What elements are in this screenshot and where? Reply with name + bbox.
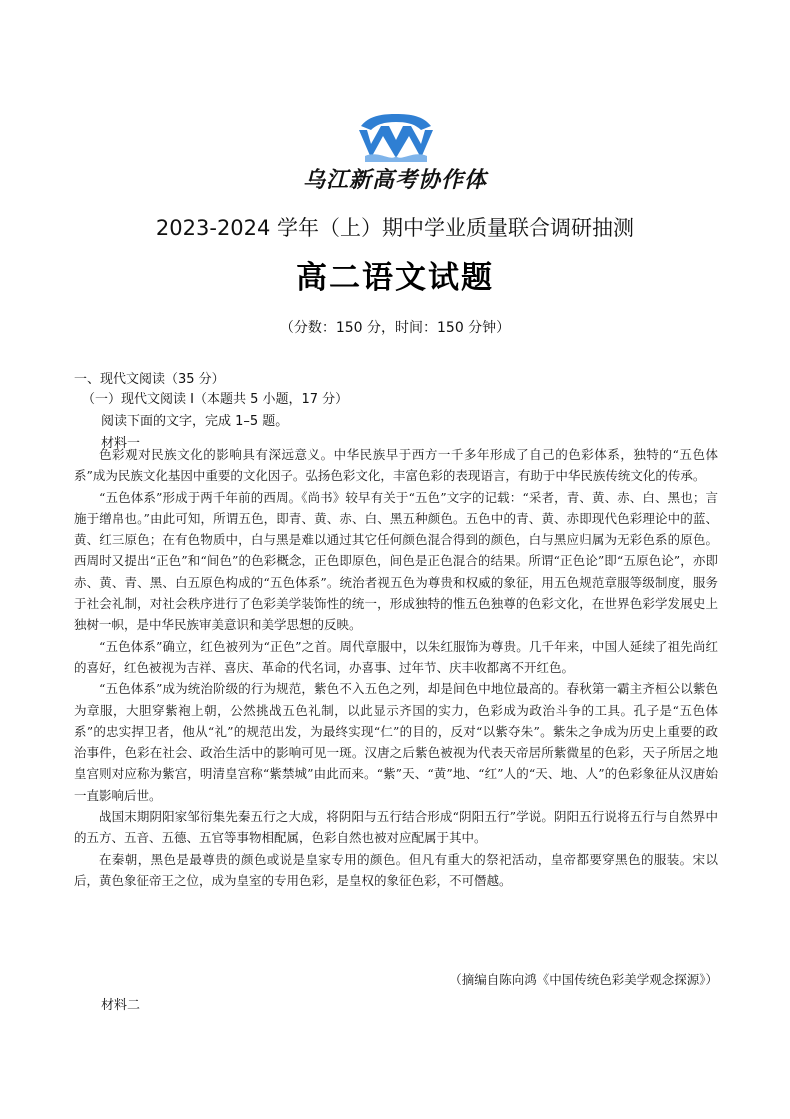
paragraph: 在秦朝，黑色是最尊贵的颜色或说是皇家专用的颜色。但凡有重大的祭祀活动，皇帝都要穿黑色的服装。宋以后，黄色象征帝王之位，成为皇室的专用色彩，是皇权的象征色彩，不可僭越。 (74, 851, 718, 888)
paragraph: “五色体系”确立，红色被列为“正色”之首。周代章服中，以朱红服饰为尊贵。几千年来，中国人延续了祖先尚红的喜好，红色被视为吉祥、喜庆、革命的代名词，办喜事、过年节、庆丰收都离不开红色。 (74, 638, 718, 675)
section-heading: 一、现代文阅读（35 分） (74, 372, 225, 387)
page-title: 高二语文试题 (296, 260, 494, 296)
exam-name: 2023-2024 学年（上）期中学业质量联合调研抽测 (155, 216, 635, 240)
paragraph: “五色体系”形成于两千年前的西周。《尚书》较早有关于“五色”文字的记载：“采者，青、黄、赤、白、黑也；言施于缯帛也。”由此可知，所谓五色，即青、黄、赤、白、黑五种颜色。五色中的青、黄、赤即现代色彩理论中的蓝、黄、红三原色；在有色物质中，白与黑是难以通过其它任何颜色混合得到的颜色，白与黑应归属为无彩色系的原色。西周时又提出“正色”和“间色”的色彩概念，正色即原色，间色是正色混合的结果。所谓“正色论”即“五原色论”，亦即赤、黄、青、黑、白五原色构成的“五色体系”。统治者视五色为尊贵和权威的象征，用五色规范章服等级制度，服务于社会礼制，对社会秩序进行了色彩美学装饰性的统一，形成独特的惟五色独尊的色彩文化，在世界色彩学发展史上独树一帜，是中华民族审美意识和美学思想的反映。 (74, 489, 718, 633)
subsection-heading: （一）现代文阅读 I（本题共 5 小题，17 分） (82, 392, 349, 407)
paragraph: 色彩观对民族文化的影响具有深远意义。中华民族早于西方一千多年形成了自己的色彩体系，独特的“五色体系”成为民族文化基因中重要的文化因子。弘扬色彩文化，丰富色彩的表现语言，有助于中华民族传统文化的传承。 (74, 447, 718, 484)
reading-instruction: 阅读下面的文字，完成 1–5 题。 (101, 414, 289, 429)
paragraph: “五色体系”成为统治阶级的行为规范，紫色不入五色之列，却是间色中地位最高的。春秋第一霸主齐桓公以紫色为章服，大胆穿紫袍上朝，公然挑战五色礼制，以此显示齐国的实力，色彩成为政治斗争的工具。孔子是“五色体系”的忠实捍卫者，他从“礼”的规范出发，为最终实现“仁”的目的，反对“以紫夺朱”。紫朱之争成为历史上重要的政治事件，色彩在社会、政治生活中的影响可见一斑。汉唐之后紫色被视为代表天帝居所紫微星的色彩，天子所居之地皇宫则对应称为紫宫，明清皇宫称“紫禁城”由此而来。“紫”天、“黄”地、“红”人的“天、地、人”的色彩象征从汉唐始一直影响后世。 (74, 681, 718, 803)
source-citation: （摘编自陈向鸿《中国传统色彩美学观念探源》） (449, 972, 718, 987)
exam-meta: （分数：150 分，时间：150 分钟） (279, 320, 511, 336)
material-two-label: 材料二 (101, 998, 141, 1013)
paragraph: 战国末期阴阳家邹衍集先秦五行之大成，将阴阳与五行结合形成“阴阳五行”学说。阴阳五行说将五行与自然界中的五方、五音、五德、五官等事物相配属，色彩自然也被对应配属于其中。 (74, 809, 718, 846)
brand-name: 乌江新高考协作体 (302, 168, 487, 193)
material-one-label: 材料一 (101, 436, 141, 451)
wave-w-logo-icon (355, 112, 437, 164)
material-one-text (74, 444, 718, 891)
